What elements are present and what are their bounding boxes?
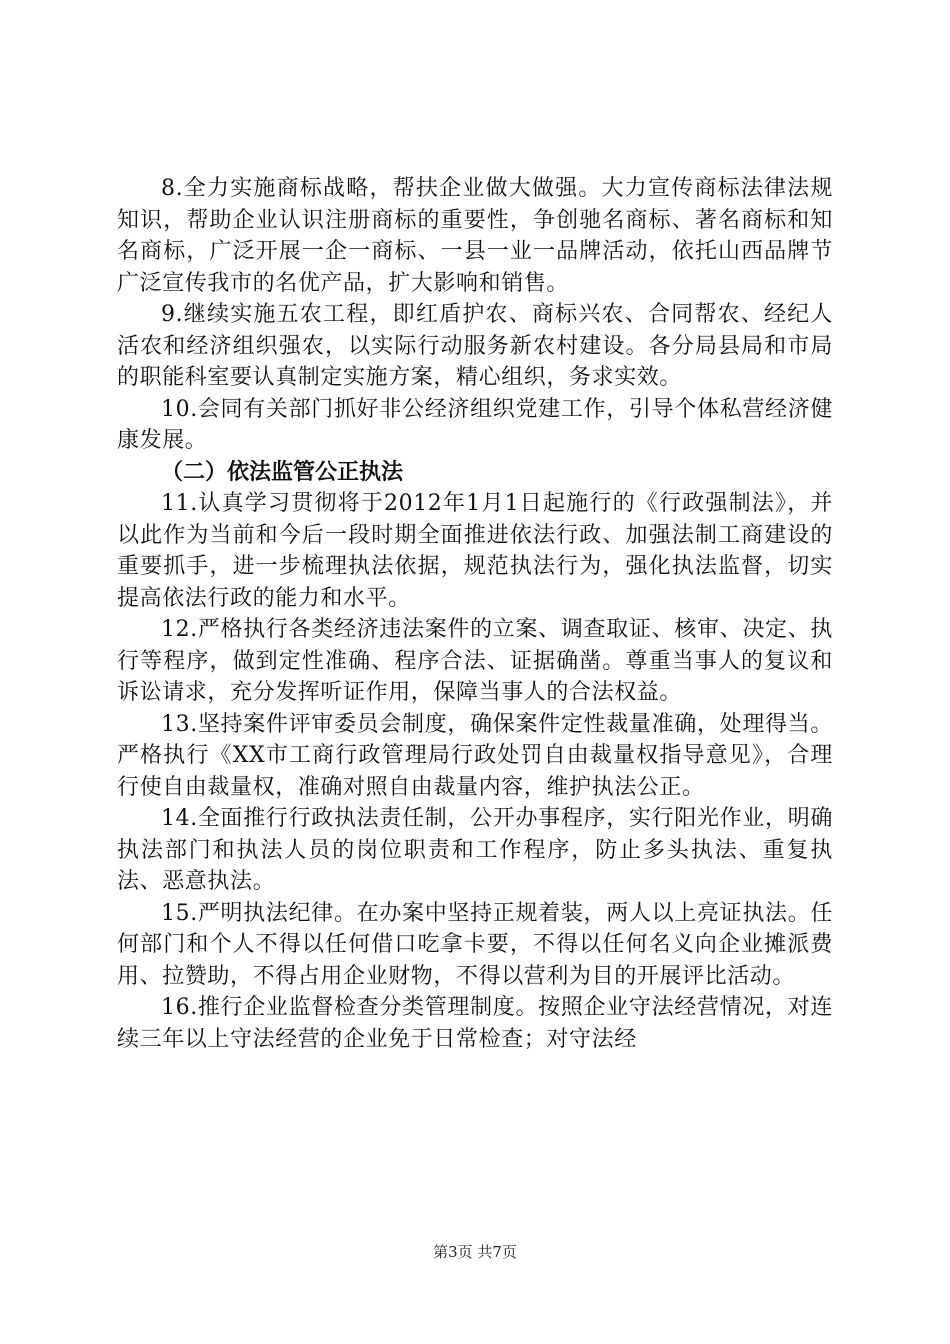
page-footer: 第3页 共7页 — [433, 1243, 517, 1261]
paragraph-item-8: 8.全力实施商标战略，帮扶企业做大做强。大力宣传商标法律法规知识，帮助企业认识注册商标的重要性，争创驰名商标、著名商标和知名商标，广泛开展一企一商标、一县一业一品牌活动，依托山西品牌节广泛宣传我市的名优产品，扩大影响和销售。 — [117, 176, 833, 296]
paragraph-item-13: 13.坚持案件评审委员会制度，确保案件定性裁量准确，处理得当。严格执行《XX市工商行政管理局行政处罚自由裁量权指导意见》，合理行使自由裁量权，准确对照自由裁量内容，维护执法公正。 — [117, 711, 833, 800]
paragraph-item-11: 11.认真学习贯彻将于2012年1月1日起施行的《行政强制法》，并以此作为当前和今后一段时期全面推进依法行政、加强法制工商建设的重要抓手，进一步梳理执法依据，规范执法行为，强化执法监督，切实提高依法行政的能力和水平。 — [117, 491, 833, 611]
document-body — [117, 173, 833, 1055]
paragraph-item-10: 10.会同有关部门抓好非公经济组织党建工作，引导个体私营经济健康发展。 — [117, 396, 833, 453]
paragraph-item-14: 14.全面推行行政执法责任制，公开办事程序，实行阳光作业，明确执法部门和执法人员的岗位职责和工作程序，防止多头执法、重复执法、恶意执法。 — [117, 806, 833, 894]
paragraph-item-15: 15.严明执法纪律。在办案中坚持正规着装，两人以上亮证执法。任何部门和个人不得以任何借口吃拿卡要，不得以任何名义向企业摊派费用、拉赞助，不得占用企业财物，不得以营利为目的开展评比活动。 — [117, 900, 833, 989]
paragraph-item-12: 12.严格执行各类经济违法案件的立案、调查取证、核审、决定、执行等程序，做到定性准确、程序合法、证据确凿。尊重当事人的复议和诉讼请求，充分发挥听证作用，保障当事人的合法权益。 — [117, 617, 833, 705]
paragraph-item-16: 16.推行企业监督检查分类管理制度。按照企业守法经营情况，对连续三年以上守法经营的企业免于日常检查；对守法经 — [117, 995, 833, 1052]
paragraph-item-9: 9.继续实施五农工程，即红盾护农、商标兴农、合同帮农、经纪人活农和经济组织强农，以实际行动服务新农村建设。各分局县局和市局的职能科室要认真制定实施方案，精心组织，务求实效。 — [117, 302, 833, 390]
section-heading: （二）依法监管公正执法 — [161, 459, 404, 485]
